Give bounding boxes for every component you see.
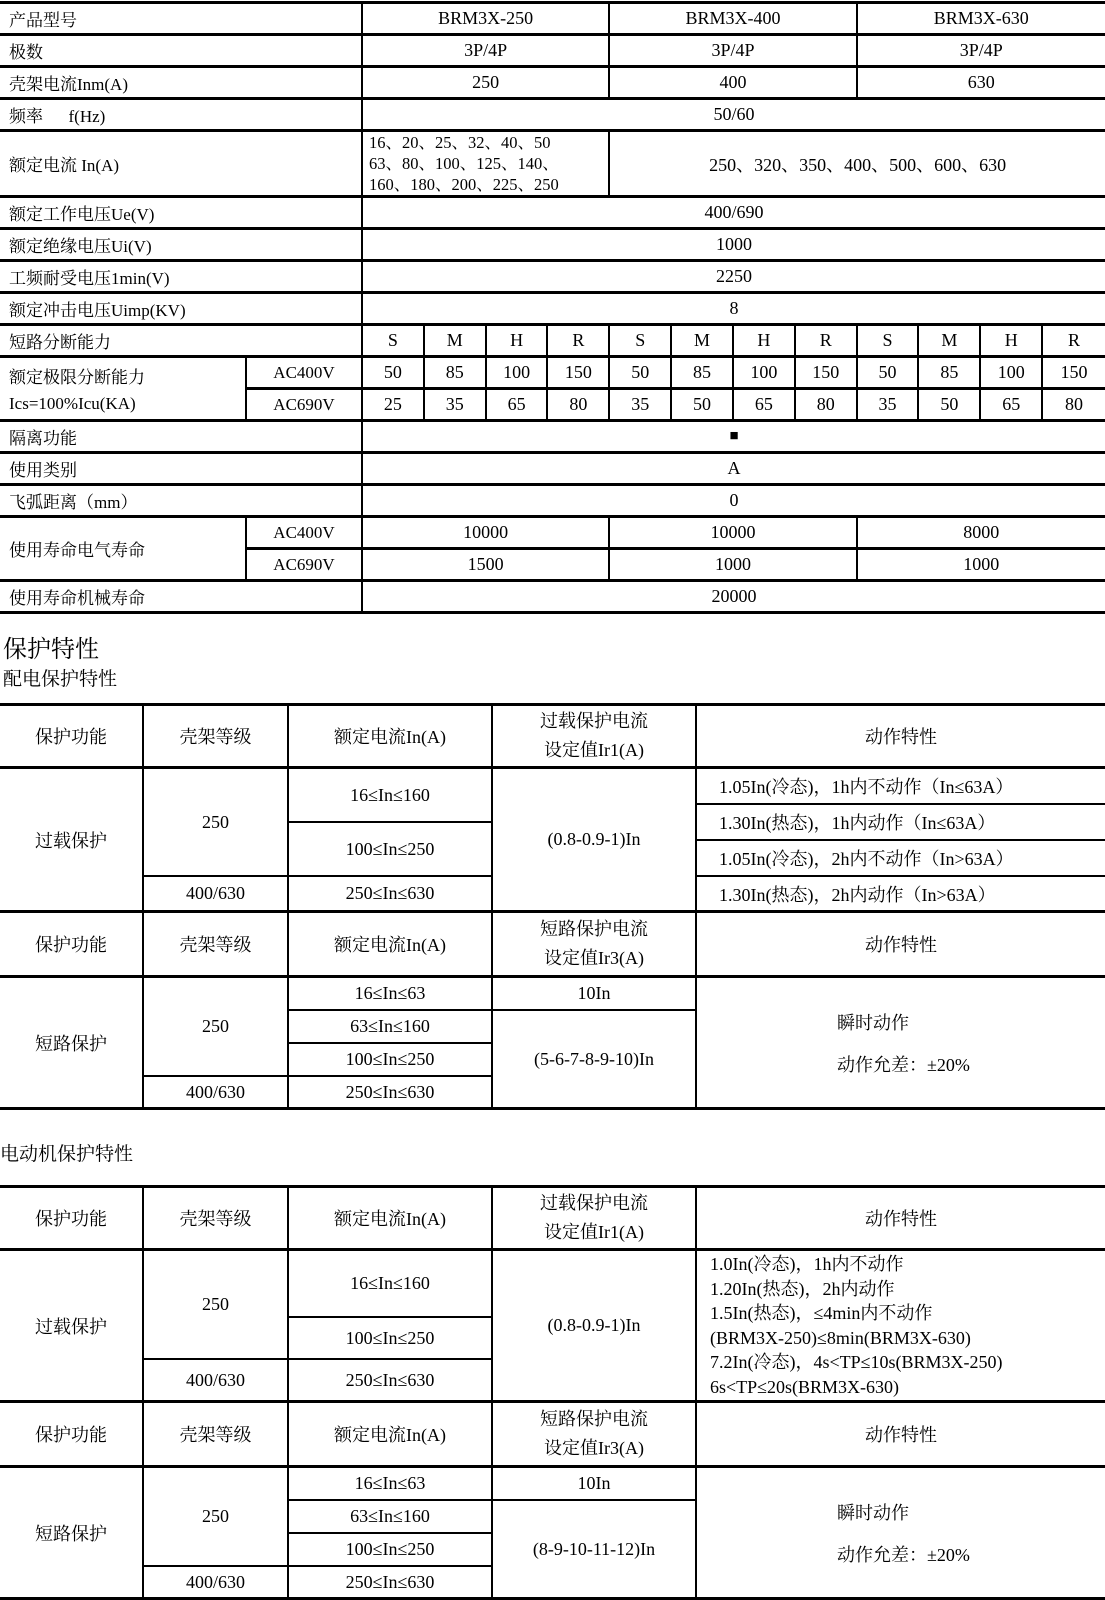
motor-h-overload-setting (493, 1188, 697, 1251)
spec-frame-current-label: 壳架电流Inm(A) (0, 68, 363, 100)
dist-overload-action2: 1.30In(热态)，1h内动作（In≤63A） (697, 805, 1105, 841)
icu-ac400-value: 85 (672, 358, 734, 390)
spec-frame-current-v2: 400 (610, 68, 857, 100)
dist-sc-function: 短路保护 (0, 978, 144, 1110)
spec-frame-current-v3: 630 (858, 68, 1105, 100)
distribution-protection-table (0, 703, 1105, 1110)
dist-overload-frame-250: 250 (144, 769, 289, 877)
dist-sc-range4: 250≤In≤630 (289, 1077, 493, 1110)
dist-overload-range2: 100≤In≤250 (289, 823, 493, 877)
h-line2: 设定值Ir3(A) (544, 948, 644, 968)
motor-subtitle: 电动机保护特性 (0, 1144, 134, 1165)
elec-life-ac690-v2: 1000 (610, 550, 857, 582)
elec-life-ac400-sublabel: AC400V (247, 518, 363, 550)
dist-sc-setting2: (5-6-7-8-9-10)In (493, 1011, 697, 1110)
motor-action-line: (BRM3X-250)≤8min(BRM3X-630) (710, 1327, 971, 1348)
icu-label-line2: Ics=100%Icu(KA) (9, 393, 136, 413)
breaking-grade: S (858, 326, 920, 358)
motor-protection-table (0, 1185, 1105, 1600)
breaking-grade: R (796, 326, 858, 358)
dist-sc-setting1: 10In (493, 978, 697, 1011)
icu-ac400-value: 100 (487, 358, 549, 390)
dist-h-overload-setting (493, 706, 697, 769)
elec-life-ac690-v3: 1000 (858, 550, 1105, 582)
icu-ac690-value: 25 (363, 390, 425, 422)
h-line1: 过载保护电流 (540, 1193, 648, 1214)
dist-sc-range2: 63≤In≤160 (289, 1011, 493, 1044)
spec-isolation-label: 隔离功能 (0, 422, 363, 454)
sc-action-line2: 动作允差：±20% (837, 1544, 970, 1565)
icu-ac690-value: 65 (734, 390, 796, 422)
motor-action-line: 1.5In(热态)，≤4min内不动作 (710, 1303, 933, 1323)
motor-overload-range3: 250≤In≤630 (289, 1360, 493, 1403)
motor-action-line: 7.2In(冷态)，4s<TP≤10s(BRM3X-250) (710, 1352, 1003, 1372)
icu-ac690-value: 80 (1043, 390, 1105, 422)
motor-sc-action (697, 1468, 1105, 1600)
dist-overload-range3: 250≤In≤630 (289, 877, 493, 913)
motor-sc-frame-250: 250 (144, 1468, 289, 1567)
dist-sc-h-action: 动作特性 (697, 913, 1105, 978)
icu-ac400-value: 150 (548, 358, 610, 390)
motor-h-rated: 额定电流In(A) (289, 1188, 493, 1251)
dist-sc-range1: 16≤In≤63 (289, 978, 493, 1011)
icu-ac400-value: 150 (1043, 358, 1105, 390)
sc-action-line1: 瞬时动作 (837, 1012, 909, 1033)
icu-ac400-value: 50 (610, 358, 672, 390)
dist-sc-h-frame: 壳架等级 (144, 913, 289, 978)
icu-ac400-sublabel: AC400V (247, 358, 363, 390)
motor-action-line: 1.20In(热态)，2h内动作 (710, 1278, 895, 1299)
motor-h-frame: 壳架等级 (144, 1188, 289, 1251)
rated-line-2: 63、80、100、125、140、 (369, 154, 559, 173)
motor-overload-setting: (0.8-0.9-1)In (493, 1251, 697, 1403)
motor-sc-frame-400-630: 400/630 (144, 1567, 289, 1600)
spec-frequency-value: 50/60 (363, 100, 1105, 132)
spec-mech-life-value: 20000 (363, 582, 1105, 614)
dist-overload-function: 过载保护 (0, 769, 144, 913)
motor-sc-range4: 250≤In≤630 (289, 1567, 493, 1600)
spec-arc-label: 飞弧距离（mm） (0, 486, 363, 518)
rated-line-3: 160、180、200、225、250 (369, 175, 559, 194)
motor-h-action: 动作特性 (697, 1188, 1105, 1251)
spec-poles-v3: 3P/4P (858, 36, 1105, 68)
protection-title: 保护特性 (3, 637, 99, 663)
motor-sc-setting2: (8-9-10-11-12)In (493, 1501, 697, 1600)
dist-sc-h-setting (493, 913, 697, 978)
breaking-grade: S (610, 326, 672, 358)
elec-life-ac690-v1: 1500 (363, 550, 610, 582)
dist-sc-h-rated: 额定电流In(A) (289, 913, 493, 978)
h-line2: 设定值Ir1(A) (544, 1222, 644, 1242)
dist-h-function: 保护功能 (0, 706, 144, 769)
icu-ac690-value: 35 (425, 390, 487, 422)
h-line1: 短路保护电流 (540, 919, 648, 940)
motor-overload-frame-250: 250 (144, 1251, 289, 1360)
spec-withstand-label: 工频耐受电压1min(V) (0, 262, 363, 294)
dist-overload-action1: 1.05In(冷态)，1h内不动作（In≤63A） (697, 769, 1105, 805)
icu-ac400-value: 150 (796, 358, 858, 390)
dist-overload-action4: 1.30In(热态)，2h内动作（In>63A） (697, 877, 1105, 913)
motor-action-line: 1.0In(冷态)，1h内不动作 (710, 1254, 904, 1274)
icu-ac690-value: 80 (548, 390, 610, 422)
icu-ac400-value: 50 (363, 358, 425, 390)
spec-product-v1: BRM3X-250 (363, 4, 610, 36)
icu-ac690-sublabel: AC690V (247, 390, 363, 422)
motor-overload-range2: 100≤In≤250 (289, 1318, 493, 1360)
motor-sc-h-action: 动作特性 (697, 1403, 1105, 1468)
spec-category-label: 使用类别 (0, 454, 363, 486)
distribution-subtitle: 配电保护特性 (3, 669, 118, 690)
breaking-grade: S (363, 326, 425, 358)
motor-overload-action (697, 1251, 1105, 1403)
icu-ac690-value: 50 (919, 390, 981, 422)
dist-h-action: 动作特性 (697, 706, 1105, 769)
spec-frame-current-v1: 250 (363, 68, 610, 100)
motor-overload-function: 过载保护 (0, 1251, 144, 1403)
dist-sc-h-function: 保护功能 (0, 913, 144, 978)
h-line1: 过载保护电流 (540, 711, 648, 732)
spec-rated-current-400-630-list: 250、320、350、400、500、600、630 (610, 132, 1105, 198)
sc-action-line1: 瞬时动作 (837, 1502, 909, 1523)
dist-overload-action3: 1.05In(冷态)，2h内不动作（In>63A） (697, 841, 1105, 877)
icu-ac690-value: 35 (610, 390, 672, 422)
dist-sc-frame-250: 250 (144, 978, 289, 1077)
icu-ac400-value: 100 (981, 358, 1043, 390)
breaking-grade: H (734, 326, 796, 358)
icu-ac690-value: 65 (487, 390, 549, 422)
icu-ac400-value: 100 (734, 358, 796, 390)
breaking-grade: R (548, 326, 610, 358)
spec-withstand-value: 2250 (363, 262, 1105, 294)
motor-sc-h-rated: 额定电流In(A) (289, 1403, 493, 1468)
motor-overload-range1: 16≤In≤160 (289, 1251, 493, 1318)
spec-uimp-value: 8 (363, 294, 1105, 326)
elec-life-ac690-sublabel: AC690V (247, 550, 363, 582)
spec-poles-v1: 3P/4P (363, 36, 610, 68)
spec-product-v2: BRM3X-400 (610, 4, 857, 36)
h-line2: 设定值Ir3(A) (544, 1438, 644, 1458)
motor-sc-function: 短路保护 (0, 1468, 144, 1600)
dist-overload-frame-400-630: 400/630 (144, 877, 289, 913)
dist-h-frame: 壳架等级 (144, 706, 289, 769)
spec-icu-label (0, 358, 247, 422)
h-line2: 设定值Ir1(A) (544, 740, 644, 760)
dist-sc-range3: 100≤In≤250 (289, 1044, 493, 1077)
dist-overload-range1: 16≤In≤160 (289, 769, 493, 823)
icu-ac690-value: 80 (796, 390, 858, 422)
breaking-grade: M (919, 326, 981, 358)
dist-sc-frame-400-630: 400/630 (144, 1077, 289, 1110)
icu-label-line1: 额定极限分断能力 (9, 368, 145, 388)
elec-life-ac400-v3: 8000 (858, 518, 1105, 550)
breaking-grade: M (425, 326, 487, 358)
motor-sc-range1: 16≤In≤63 (289, 1468, 493, 1501)
motor-sc-h-setting (493, 1403, 697, 1468)
spec-poles-v2: 3P/4P (610, 36, 857, 68)
spec-frequency-label: 频率 f(Hz) (0, 100, 363, 132)
spec-product-label: 产品型号 (0, 4, 363, 36)
motor-action-line: 6s<TP≤20s(BRM3X-630) (710, 1376, 900, 1397)
spec-ui-label: 额定绝缘电压Ui(V) (0, 230, 363, 262)
breaking-grade: H (487, 326, 549, 358)
icu-ac400-value: 50 (858, 358, 920, 390)
motor-overload-frame-400-630: 400/630 (144, 1360, 289, 1403)
spec-mech-life-label: 使用寿命机械寿命 (0, 582, 363, 614)
spec-product-v3: BRM3X-630 (858, 4, 1105, 36)
sc-action-line2: 动作允差：±20% (837, 1054, 970, 1075)
spec-table (0, 1, 1105, 614)
elec-life-ac400-v2: 10000 (610, 518, 857, 550)
icu-ac400-value: 85 (425, 358, 487, 390)
spec-ue-value: 400/690 (363, 198, 1105, 230)
motor-sc-h-frame: 壳架等级 (144, 1403, 289, 1468)
dist-sc-action (697, 978, 1105, 1110)
icu-ac690-value: 65 (981, 390, 1043, 422)
icu-ac400-value: 85 (919, 358, 981, 390)
spec-category-value: A (363, 454, 1105, 486)
spec-rated-current-250-list (363, 132, 610, 198)
dist-h-rated: 额定电流In(A) (289, 706, 493, 769)
icu-ac690-value: 50 (672, 390, 734, 422)
spec-ue-label: 额定工作电压Ue(V) (0, 198, 363, 230)
spec-uimp-label: 额定冲击电压Uimp(KV) (0, 294, 363, 326)
rated-line-1: 16、20、25、32、40、50 (369, 133, 551, 152)
dist-overload-setting: (0.8-0.9-1)In (493, 769, 697, 913)
spec-poles-label: 极数 (0, 36, 363, 68)
motor-sc-h-function: 保护功能 (0, 1403, 144, 1468)
motor-h-function: 保护功能 (0, 1188, 144, 1251)
breaking-grade: M (672, 326, 734, 358)
spec-elec-life-label: 使用寿命电气寿命 (0, 518, 247, 582)
icu-ac690-value: 35 (858, 390, 920, 422)
breaking-grade: H (981, 326, 1043, 358)
spec-ui-value: 1000 (363, 230, 1105, 262)
motor-sc-range3: 100≤In≤250 (289, 1534, 493, 1567)
breaking-grade: R (1043, 326, 1105, 358)
h-line1: 短路保护电流 (540, 1409, 648, 1430)
motor-sc-setting1: 10In (493, 1468, 697, 1501)
elec-life-ac400-v1: 10000 (363, 518, 610, 550)
spec-rated-current-label: 额定电流 In(A) (0, 132, 363, 198)
spec-isolation-value: ■ (363, 422, 1105, 454)
spec-arc-value: 0 (363, 486, 1105, 518)
spec-breaking-label: 短路分断能力 (0, 326, 363, 358)
motor-sc-range2: 63≤In≤160 (289, 1501, 493, 1534)
